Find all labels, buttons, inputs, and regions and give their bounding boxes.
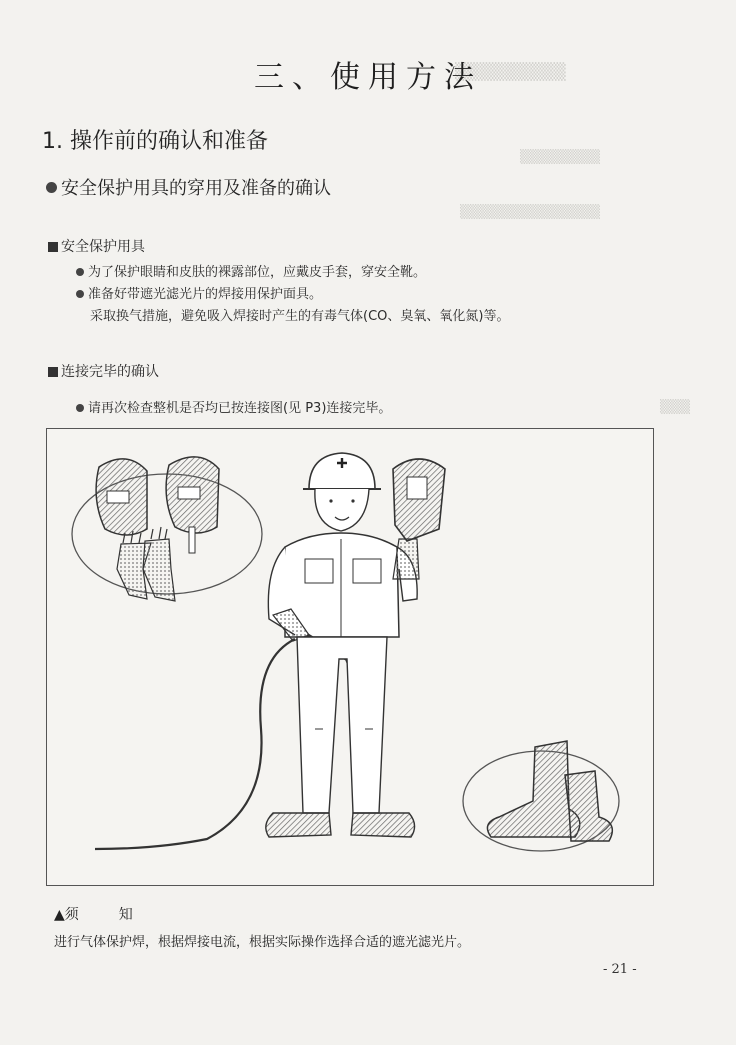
list-item	[76, 397, 391, 416]
block-heading-connect	[48, 361, 159, 381]
dot-bullet-icon	[76, 290, 84, 298]
notice-label: 知	[118, 907, 133, 923]
warning-triangle-icon: ▲	[54, 907, 65, 923]
square-bullet-icon	[48, 367, 58, 377]
bleed-through-text: ▒▒▒▒▒▒▒▒▒	[455, 62, 566, 81]
list-item-text: 为了保护眼睛和皮肤的裸露部位，应戴皮手套，穿安全靴。	[88, 265, 427, 280]
dot-bullet-icon	[46, 182, 57, 193]
list-item	[76, 261, 426, 280]
bleed-through-text: ▒▒▒	[660, 400, 690, 415]
safety-boots-group	[463, 741, 619, 851]
section-heading: 1. 操作前的确认和准备	[42, 129, 268, 154]
leather-gloves-icon	[117, 527, 175, 601]
page-title: 三、使用方法	[254, 60, 482, 95]
list-item	[76, 283, 322, 302]
subsection-heading-text: 安全保护用具的穿用及准备的确认	[61, 178, 331, 199]
notice-text: 进行气体保护焊，根据焊接电流，根据实际操作选择合适的遮光滤光片。	[54, 935, 471, 950]
dot-bullet-icon	[76, 404, 84, 412]
list-item-text: 准备好带遮光滤光片的焊接用保护面具。	[88, 287, 323, 302]
bleed-through-text: ▒▒▒▒▒▒▒▒	[520, 150, 600, 165]
dot-bullet-icon	[76, 268, 84, 276]
list-note: 采取换气措施，避免吸入焊接时产生的有毒气体(CO、臭氧、氧化氮)等。	[90, 309, 510, 324]
square-bullet-icon	[48, 242, 58, 252]
block-heading-text: 连接完毕的确认	[61, 364, 159, 380]
page-number: - 21 -	[603, 962, 637, 977]
block-heading-text: 安全保护用具	[61, 239, 145, 255]
safety-boot-icon	[565, 771, 612, 841]
list-item-text: 请再次检查整机是否均已按连接图(见 P3)连接完毕。	[88, 401, 392, 416]
welding-mask-icon	[96, 459, 147, 535]
welding-mask-icon	[166, 457, 219, 553]
handheld-mask-icon	[393, 459, 445, 579]
bleed-through-text: ▒▒▒▒▒▒▒▒▒▒▒▒▒▒	[460, 205, 600, 220]
notice-heading	[54, 904, 133, 924]
masks-and-gloves-group	[72, 457, 262, 601]
notice-label: 须	[64, 907, 79, 923]
welder-illustration	[47, 429, 653, 885]
subsection-heading	[46, 174, 331, 200]
illustration-frame	[46, 428, 654, 886]
block-heading-protect	[48, 236, 145, 256]
